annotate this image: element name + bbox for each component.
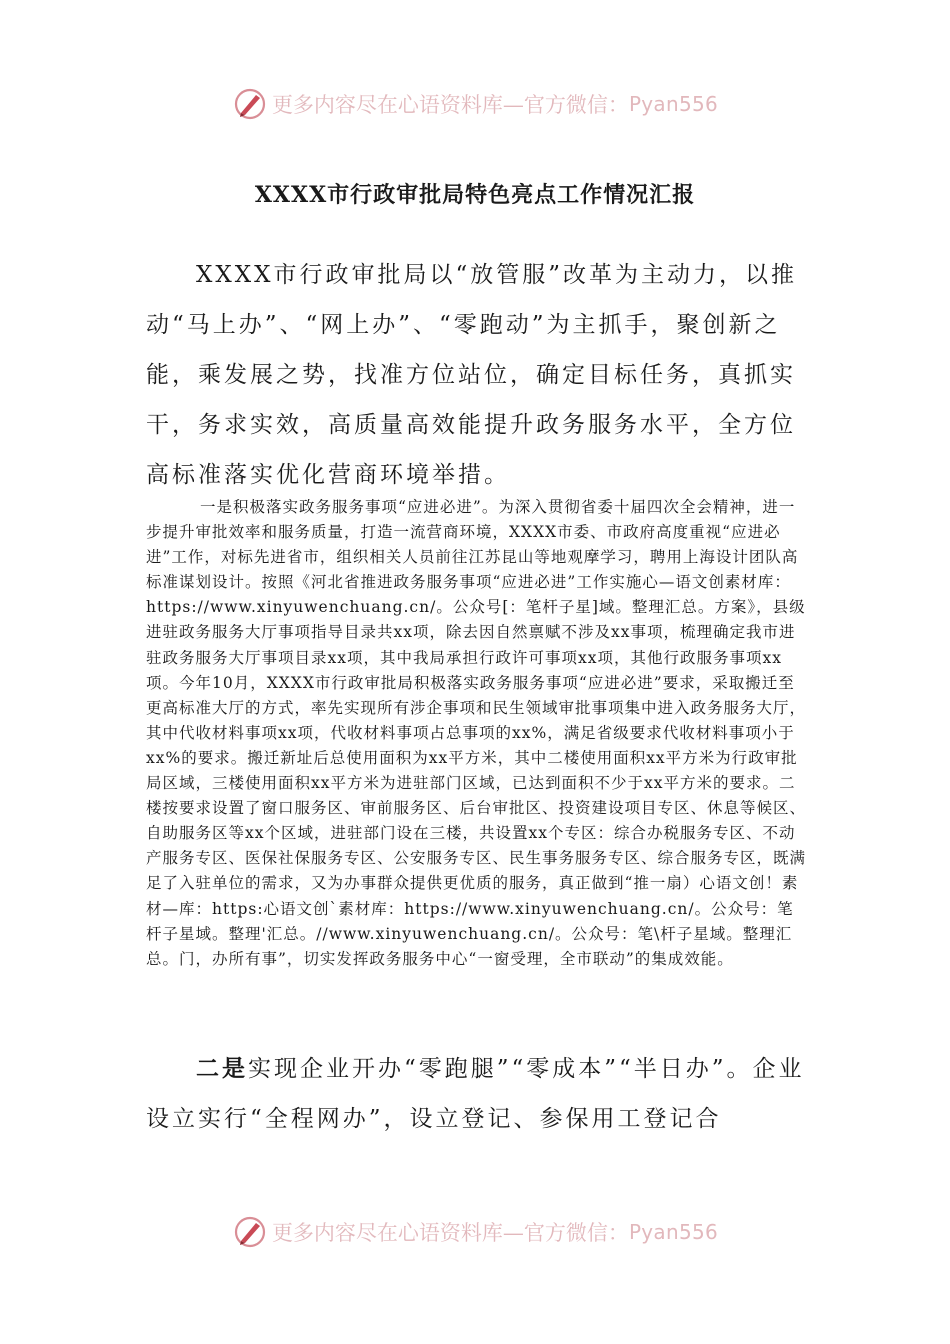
watermark-footer: [0, 1212, 950, 1252]
pen-logo-icon: [232, 86, 268, 122]
section-2-text: 实现企业开办“零跑腿”“零成本”“半日办”。企业设立实行“全程网办”，设立登记、参保用工登记合: [146, 1056, 805, 1132]
pen-logo-icon: [232, 1214, 268, 1250]
section-2-lead: 二是: [196, 1055, 248, 1082]
watermark-handle: Pyan556: [628, 1220, 719, 1244]
section-2-paragraph: [146, 1044, 810, 1144]
watermark-handle: Pyan556: [628, 92, 719, 116]
watermark-text: 更多内容尽在心语资料库—官方微信：: [271, 1221, 629, 1245]
watermark-text: 更多内容尽在心语资料库—官方微信：: [271, 93, 629, 117]
document-title: XXXX市行政审批局特色亮点工作情况汇报: [254, 182, 696, 208]
intro-paragraph: XXXX市行政审批局以“放管服”改革为主动力，以推动“马上办”、“网上办”、“零跑动”为主抓手，聚创新之能，乘发展之势，找准方位站位，确定目标任务，真抓实干，务求实效，高质量高效能提升政务服务水平，全方位高标准落实优化营商环境举措。: [146, 262, 798, 488]
section-1-paragraph: 一是积极落实政务服务事项“应进必进”。为深入贯彻省委十届四次全会精神，进一步提升审批效率和服务质量，打造一流营商环境，XXXX市委、市政府高度重视“应进必进”工作，对标先进省市，组织相关人员前往江苏昆山等地观摩学习，聘用上海设计团队高标准谋划设计。按照《河北省推进政务服务事项“应进必进”工作实施心—语文创素材库：https://www.xinyuwenchuang.cn/。公众号[：笔杆子星]域。整理汇总。方案》，县级进驻政务服务大厅事项指导目录共xx项，除去因自然禀赋不涉及xx事项，梳理确定我市进驻政务服务大厅事项目录xx项，其中我局承担行政许可事项xx项，其他行政服务事项xx项。今年10月，XXXX市行政审批局积极落实政务服务事项“应进必进”要求，采取搬迁至更高标准大厅的方式，率先实现所有涉企事项和民生领域审批事项集中进入政务服务大厅，其中代收材料事项xx项，代收材料事项占总事项的xx%，满足省级要求代收材料事项小于xx%的要求。搬迁新址后总使用面积为xx平方米，其中二楼使用面积xx平方米为行政审批局区域，三楼使用面积xx平方米为进驻部门区域，已达到面积不少于xx平方米的要求。二楼按要求设置了窗口服务区、审前服务区、后台审批区、投资建设项目专区、休息等候区、自助服务区等xx个区域，进驻部门设在三楼，共设置xx个专区：综合办税服务专区、不动产服务专区、医保社保服务专区、公安服务专区、民生事务服务专区、综合服务专区，既满足了入驻单位的需求，又为办事群众提供更优质的服务，真正做到“推一扇）心语文创！素材—库：https:心语文创`素材库：https://www.xinyuwenchuang.cn/。公众号：笔杆子星域。整理'汇总。//www.xinyuwenchuang.cn/。公众号：笔\杆子星域。整理汇总。门，办所有事”，切实发挥政务服务中心“一窗受理，全市联动”的集成效能。: [146, 498, 807, 968]
watermark-header: [0, 84, 950, 124]
